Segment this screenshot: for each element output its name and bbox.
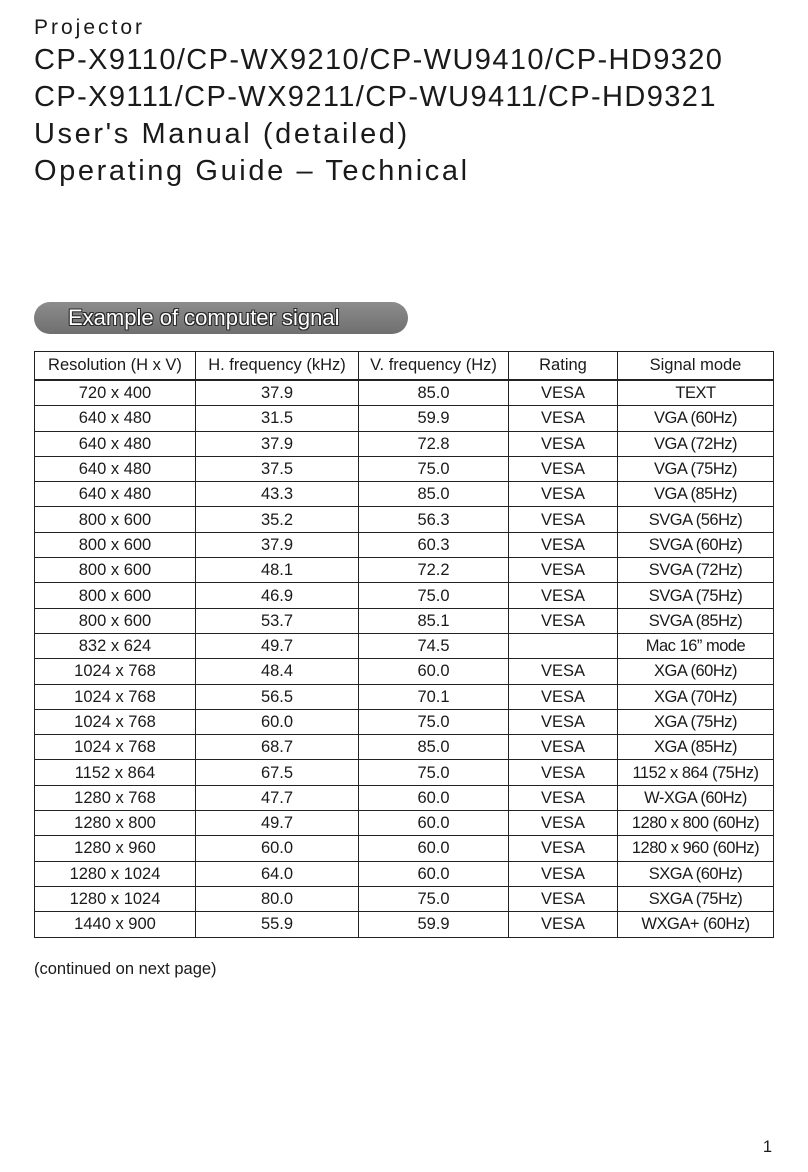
cell-rating: VESA (509, 912, 618, 937)
table-row (35, 735, 774, 760)
table-row (35, 482, 774, 507)
document-header (34, 14, 794, 190)
cell-h-frequency: 43.3 (196, 482, 359, 507)
cell-v-frequency: 60.0 (359, 659, 509, 684)
cell-signal-mode: SVGA (60Hz) (618, 532, 774, 557)
cell-rating: VESA (509, 406, 618, 431)
table-row (35, 811, 774, 836)
cell-resolution: 640 x 480 (35, 406, 196, 431)
cell-resolution: 1280 x 1024 (35, 861, 196, 886)
cell-resolution: 800 x 600 (35, 507, 196, 532)
cell-v-frequency: 75.0 (359, 709, 509, 734)
cell-rating: VESA (509, 811, 618, 836)
cell-v-frequency: 56.3 (359, 507, 509, 532)
cell-v-frequency: 60.0 (359, 861, 509, 886)
manual-title: User's Manual (detailed) (34, 118, 410, 150)
cell-v-frequency: 70.1 (359, 684, 509, 709)
continuation-note: (continued on next page) (34, 960, 217, 978)
table-row (35, 380, 774, 406)
cell-rating (509, 633, 618, 658)
cell-v-frequency: 72.2 (359, 558, 509, 583)
cell-signal-mode: Mac 16” mode (618, 633, 774, 658)
cell-v-frequency: 75.0 (359, 760, 509, 785)
cell-rating: VESA (509, 532, 618, 557)
cell-rating: VESA (509, 709, 618, 734)
cell-signal-mode: SVGA (56Hz) (618, 507, 774, 532)
table-row (35, 406, 774, 431)
cell-rating: VESA (509, 456, 618, 481)
product-category: Projector (34, 16, 146, 39)
cell-resolution: 800 x 600 (35, 558, 196, 583)
cell-h-frequency: 68.7 (196, 735, 359, 760)
cell-signal-mode: XGA (60Hz) (618, 659, 774, 684)
cell-rating: VESA (509, 785, 618, 810)
cell-signal-mode: SVGA (85Hz) (618, 608, 774, 633)
cell-rating: VESA (509, 659, 618, 684)
table-header-row (35, 352, 774, 381)
cell-h-frequency: 80.0 (196, 886, 359, 911)
cell-h-frequency: 60.0 (196, 709, 359, 734)
cell-resolution: 800 x 600 (35, 608, 196, 633)
cell-signal-mode: VGA (75Hz) (618, 456, 774, 481)
cell-rating: VESA (509, 684, 618, 709)
table-row (35, 558, 774, 583)
cell-signal-mode: SVGA (72Hz) (618, 558, 774, 583)
cell-rating: VESA (509, 836, 618, 861)
cell-signal-mode: 1280 x 960 (60Hz) (618, 836, 774, 861)
cell-signal-mode: 1280 x 800 (60Hz) (618, 811, 774, 836)
cell-h-frequency: 37.9 (196, 532, 359, 557)
guide-title: Operating Guide – Technical (34, 155, 470, 187)
cell-h-frequency: 56.5 (196, 684, 359, 709)
column-header-v-frequency: V. frequency (Hz) (359, 352, 509, 381)
table-row (35, 684, 774, 709)
cell-rating: VESA (509, 482, 618, 507)
cell-resolution: 832 x 624 (35, 633, 196, 658)
cell-h-frequency: 49.7 (196, 811, 359, 836)
cell-resolution: 1280 x 1024 (35, 886, 196, 911)
table-row (35, 659, 774, 684)
cell-h-frequency: 60.0 (196, 836, 359, 861)
cell-resolution: 800 x 600 (35, 583, 196, 608)
cell-h-frequency: 35.2 (196, 507, 359, 532)
cell-v-frequency: 75.0 (359, 456, 509, 481)
cell-signal-mode: XGA (85Hz) (618, 735, 774, 760)
cell-resolution: 640 x 480 (35, 456, 196, 481)
cell-h-frequency: 31.5 (196, 406, 359, 431)
cell-resolution: 800 x 600 (35, 532, 196, 557)
cell-resolution: 1024 x 768 (35, 735, 196, 760)
cell-signal-mode: SXGA (60Hz) (618, 861, 774, 886)
cell-signal-mode: VGA (72Hz) (618, 431, 774, 456)
cell-h-frequency: 47.7 (196, 785, 359, 810)
cell-rating: VESA (509, 380, 618, 406)
model-list-line-2: CP-X9111/CP-WX9211/CP-WU9411/CP-HD9321 (34, 81, 717, 113)
model-list-line-1: CP-X9110/CP-WX9210/CP-WU9410/CP-HD9320 (34, 44, 724, 76)
cell-h-frequency: 37.9 (196, 431, 359, 456)
cell-rating: VESA (509, 583, 618, 608)
cell-signal-mode: XGA (70Hz) (618, 684, 774, 709)
table-row (35, 836, 774, 861)
table-row (35, 583, 774, 608)
cell-rating: VESA (509, 558, 618, 583)
cell-h-frequency: 67.5 (196, 760, 359, 785)
cell-resolution: 1280 x 768 (35, 785, 196, 810)
cell-rating: VESA (509, 608, 618, 633)
table-row (35, 861, 774, 886)
cell-h-frequency: 48.1 (196, 558, 359, 583)
cell-resolution: 1152 x 864 (35, 760, 196, 785)
cell-v-frequency: 60.0 (359, 785, 509, 810)
table-row (35, 785, 774, 810)
cell-rating: VESA (509, 507, 618, 532)
cell-h-frequency: 55.9 (196, 912, 359, 937)
column-header-h-frequency: H. frequency (kHz) (196, 352, 359, 381)
cell-v-frequency: 75.0 (359, 886, 509, 911)
cell-signal-mode: VGA (60Hz) (618, 406, 774, 431)
table-row (35, 633, 774, 658)
cell-resolution: 640 x 480 (35, 431, 196, 456)
table-row (35, 431, 774, 456)
cell-signal-mode: 1152 x 864 (75Hz) (618, 760, 774, 785)
cell-signal-mode: VGA (85Hz) (618, 482, 774, 507)
cell-resolution: 1024 x 768 (35, 709, 196, 734)
section-heading-banner (34, 302, 408, 334)
cell-resolution: 720 x 400 (35, 380, 196, 406)
table-row (35, 456, 774, 481)
cell-h-frequency: 53.7 (196, 608, 359, 633)
cell-rating: VESA (509, 886, 618, 911)
cell-h-frequency: 37.5 (196, 456, 359, 481)
cell-v-frequency: 85.0 (359, 380, 509, 406)
cell-h-frequency: 37.9 (196, 380, 359, 406)
cell-resolution: 1024 x 768 (35, 659, 196, 684)
cell-resolution: 1280 x 960 (35, 836, 196, 861)
cell-resolution: 1024 x 768 (35, 684, 196, 709)
cell-v-frequency: 72.8 (359, 431, 509, 456)
cell-signal-mode: XGA (75Hz) (618, 709, 774, 734)
table-row (35, 760, 774, 785)
cell-h-frequency: 46.9 (196, 583, 359, 608)
cell-h-frequency: 49.7 (196, 633, 359, 658)
table-body (35, 380, 774, 937)
column-header-rating: Rating (509, 352, 618, 381)
cell-v-frequency: 59.9 (359, 406, 509, 431)
table-row (35, 608, 774, 633)
cell-v-frequency: 60.3 (359, 532, 509, 557)
cell-v-frequency: 59.9 (359, 912, 509, 937)
table-row (35, 709, 774, 734)
table-row (35, 507, 774, 532)
table-row (35, 912, 774, 937)
cell-rating: VESA (509, 760, 618, 785)
cell-v-frequency: 85.0 (359, 735, 509, 760)
cell-signal-mode: W-XGA (60Hz) (618, 785, 774, 810)
computer-signal-table (34, 351, 774, 938)
cell-signal-mode: WXGA+ (60Hz) (618, 912, 774, 937)
table-row (35, 532, 774, 557)
table-row (35, 886, 774, 911)
cell-h-frequency: 48.4 (196, 659, 359, 684)
section-heading: Example of computer signal (68, 305, 340, 330)
cell-v-frequency: 60.0 (359, 811, 509, 836)
cell-rating: VESA (509, 861, 618, 886)
cell-resolution: 1280 x 800 (35, 811, 196, 836)
cell-resolution: 640 x 480 (35, 482, 196, 507)
cell-v-frequency: 74.5 (359, 633, 509, 658)
cell-signal-mode: SXGA (75Hz) (618, 886, 774, 911)
cell-v-frequency: 60.0 (359, 836, 509, 861)
cell-v-frequency: 85.0 (359, 482, 509, 507)
cell-v-frequency: 75.0 (359, 583, 509, 608)
column-header-signal-mode: Signal mode (618, 352, 774, 381)
column-header-resolution: Resolution (H x V) (35, 352, 196, 381)
cell-rating: VESA (509, 735, 618, 760)
cell-signal-mode: SVGA (75Hz) (618, 583, 774, 608)
table-header (35, 352, 774, 381)
cell-resolution: 1440 x 900 (35, 912, 196, 937)
cell-v-frequency: 85.1 (359, 608, 509, 633)
cell-signal-mode: TEXT (618, 380, 774, 406)
cell-rating: VESA (509, 431, 618, 456)
page-number: 1 (762, 1138, 772, 1156)
cell-h-frequency: 64.0 (196, 861, 359, 886)
